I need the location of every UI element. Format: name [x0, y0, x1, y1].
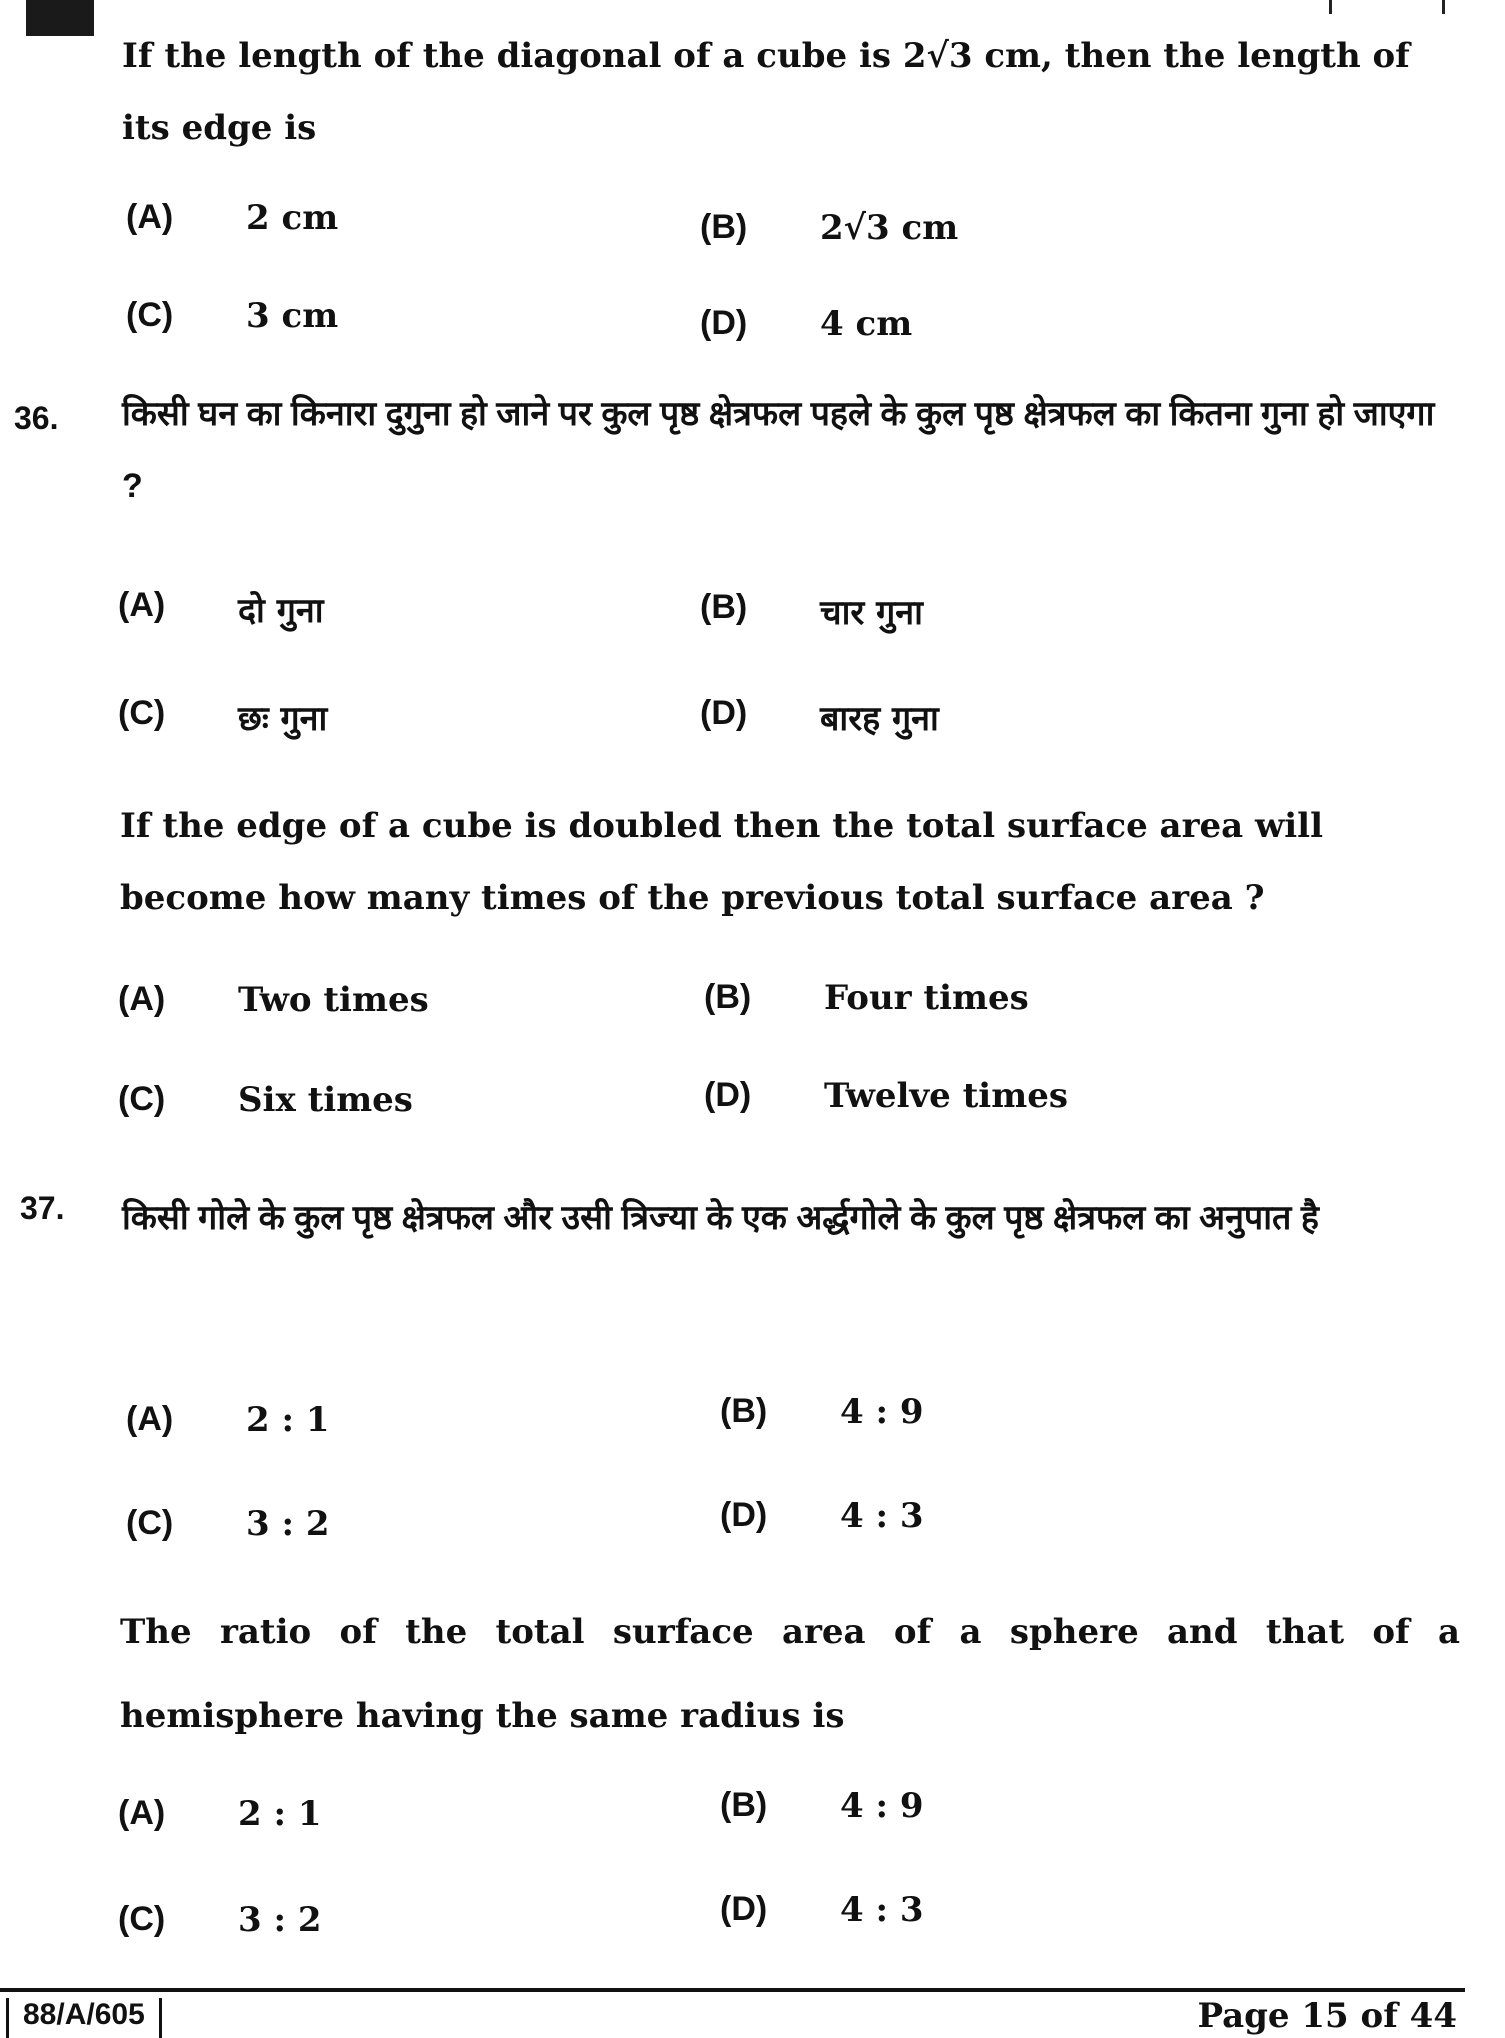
- paper-code: 88/A/605: [6, 1998, 162, 2038]
- question-37-hindi: किसी गोले के कुल पृष्ठ क्षेत्रफल और उसी त्रिज्या के एक अर्द्धगोले के कुल पृष्ठ क्षेत्रफल का अनुपात है: [122, 1199, 1319, 1237]
- q37-option-d[interactable]: (D) 4 : 3: [720, 1890, 924, 1930]
- question-35-english: If the length of the diagonal of a cube is 2√3 cm, then the length of its edge is: [122, 36, 1410, 148]
- q37-hi-option-a[interactable]: (A) 2 : 1: [126, 1400, 330, 1440]
- question-37-english: The ratio of the total surface area of a sphere and that of a hemisphere having the same radius is: [120, 1612, 1460, 1736]
- page-number: Page 15 of 44: [1197, 1996, 1457, 2036]
- question-36-english: If the edge of a cube is doubled then the total surface area will become how many times of the previous total surface area ?: [120, 806, 1324, 918]
- corner-mark: [26, 0, 94, 36]
- question-36-hindi: किसी घन का किनारा दुगुना हो जाने पर कुल पृष्ठ क्षेत्रफल पहले के कुल पृष्ठ क्षेत्रफल का कितना गुना हो जाएगा ?: [122, 395, 1435, 505]
- top-right-mark: [1329, 0, 1445, 14]
- q35-option-b[interactable]: (B) 2√3 cm: [700, 208, 959, 248]
- q37-hi-option-c[interactable]: (C) 3 : 2: [126, 1504, 330, 1544]
- q37-option-a[interactable]: (A) 2 : 1: [118, 1794, 322, 1834]
- footer-divider: [0, 1988, 1465, 1992]
- q36-hi-option-c[interactable]: (C) छः गुना: [118, 694, 328, 739]
- question-number-36: 36.: [14, 400, 59, 436]
- q37-hi-option-b[interactable]: (B) 4 : 9: [720, 1392, 924, 1432]
- q36-option-d[interactable]: (D) Twelve times: [704, 1076, 1068, 1116]
- q35-option-c[interactable]: (C) 3 cm: [126, 296, 339, 336]
- q36-option-c[interactable]: (C) Six times: [118, 1080, 413, 1120]
- q35-option-a[interactable]: (A) 2 cm: [126, 198, 339, 238]
- q35-option-d[interactable]: (D) 4 cm: [700, 304, 913, 344]
- q36-hi-option-d[interactable]: (D) बारह गुना: [700, 694, 939, 739]
- q36-hi-option-a[interactable]: (A) दो गुना: [118, 586, 324, 631]
- q36-option-a[interactable]: (A) Two times: [118, 980, 429, 1020]
- q37-option-c[interactable]: (C) 3 : 2: [118, 1900, 322, 1940]
- q37-hi-option-d[interactable]: (D) 4 : 3: [720, 1496, 924, 1536]
- q36-hi-option-b[interactable]: (B) चार गुना: [700, 588, 923, 633]
- q37-option-b[interactable]: (B) 4 : 9: [720, 1786, 924, 1826]
- question-number-37: 37.: [20, 1190, 65, 1226]
- q36-option-b[interactable]: (B) Four times: [704, 978, 1029, 1018]
